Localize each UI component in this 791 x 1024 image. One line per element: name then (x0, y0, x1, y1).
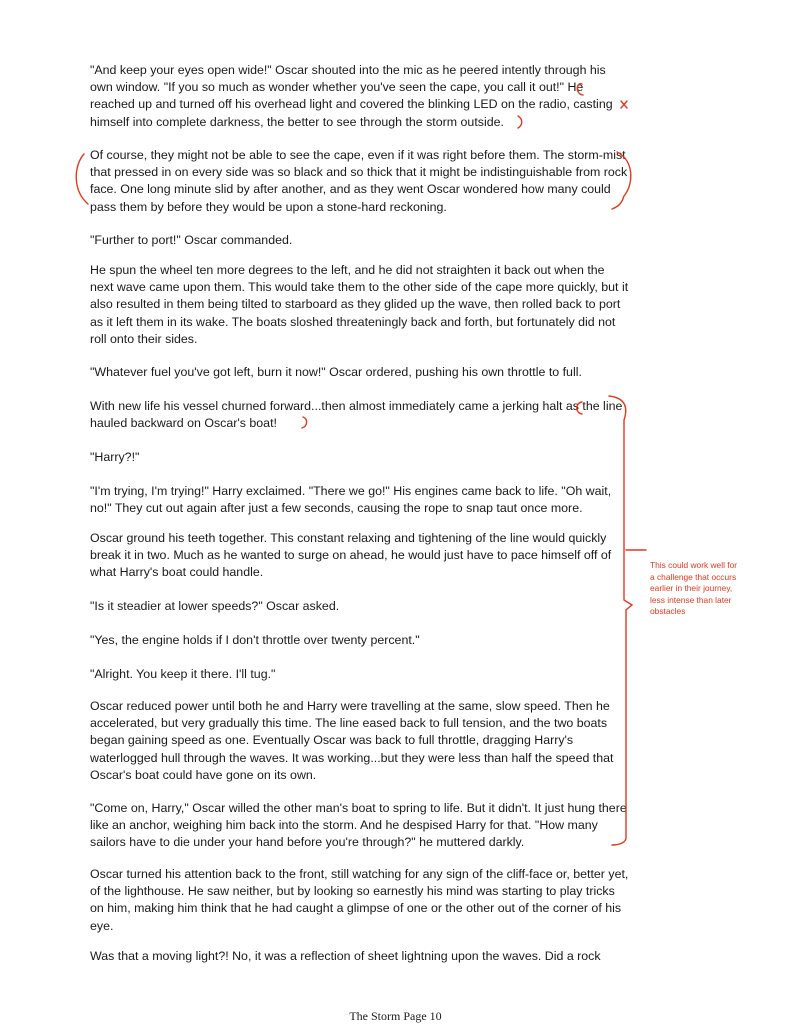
paragraph: Oscar turned his attention back to the front, still watching for any sign of the cliff-face or, better yet, of the lighthouse. He saw neither, but by looking so earnestly his mind was starting to play tricks on him, making him think that he had caught a glimpse of one or the other out of the corner of his eye. (90, 867, 629, 933)
paragraph: "Alright. You keep it there. I'll tug." (90, 667, 276, 681)
page-footer: The Storm Page 10 (349, 1009, 442, 1023)
right-bracket-paragraph (612, 152, 631, 209)
paragraph: "Yes, the engine holds if I don't throttle over twenty percent." (90, 633, 420, 647)
close-mark-2 (302, 417, 307, 428)
paragraph: "Come on, Harry," Oscar willed the other man's boat to spring to life. But it didn't. It just hung there like an anchor, weighing him back into the storm. And he despised Harry for that. "How many sailors have to die under your hand before you're through?" he muttered darkly. (90, 801, 627, 850)
paragraph: "Further to port!" Oscar commanded. (90, 233, 293, 247)
paragraph: Oscar reduced power until both he and Harry were travelling at the same, slow speed. Then he accelerated, but very gradually this time. The line eased back to full tension, and the two boats began gaining speed as one. Eventually Oscar was back to full throttle, dragging Harry's waterlogged hull through the waves. It was working...but they were less than half the speed that Oscar's boat could have gone on its own. (90, 699, 614, 782)
insertion-mark-1 (577, 84, 583, 95)
paragraph: Of course, they might not be able to see the cape, even if it was right before them. The storm-mist that pressed in on every side was so black and so thick that it might be indistinguishable from rock face. One long minute slid by after another, and as they went Oscar wondered how many could pass them by before they would be upon a stone-hard reckoning. (90, 148, 628, 214)
right-brace-long (609, 396, 632, 845)
margin-comment: This could work well for a challenge that occurs earlier in their journey, less intense than later obstacles (650, 560, 738, 617)
paragraph: Was that a moving light?! No, it was a reflection of sheet lightning upon the waves. Did a rock (90, 949, 601, 963)
paragraph: Oscar ground his teeth together. This constant relaxing and tightening of the line would quickly break it in two. Much as he wanted to surge on ahead, he would just have to pace himself off of what Harry's boat could handle. (90, 531, 612, 580)
paragraph: He spun the wheel ten more degrees to the left, and he did not straighten it back out when the next wave came upon them. This would take them to the other side of the cape more quickly, but it also resulted in them being tilted to starboard as they glided up the wave, then rolled back to port as it left them in its wake. The boats sloshed threateningly back and forth, but fortunately did not roll onto their sides. (90, 263, 629, 346)
paragraph: "I'm trying, I'm trying!" Harry exclaimed. "There we go!" His engines came back to life. "Oh wait, no!" They cut out again after just a few seconds, causing the rope to snap taut once more. (90, 484, 612, 516)
left-bracket-paragraph (76, 154, 88, 204)
paragraph: "And keep your eyes open wide!" Oscar shouted into the mic as he peered intently through his own window. "If you so much as wonder whether you've seen the cape, you call it out!" He reached up and turned off his overhead light and covered the blinking LED on the radio, casting himself into complete darkness, the better to see through the storm outside. (90, 63, 613, 129)
paragraph: With new life his vessel churned forward...then almost immediately came a jerking halt as the line hauled backward on Oscar's boat! (90, 399, 623, 431)
paragraph: "Harry?!" (90, 450, 140, 464)
strike-x-mark (621, 101, 627, 108)
paragraph: "Whatever fuel you've got left, burn it now!" Oscar ordered, pushing his own throttle to full. (90, 365, 582, 379)
paragraph: "Is it steadier at lower speeds?" Oscar asked. (90, 599, 340, 613)
close-mark-1 (518, 116, 522, 128)
insertion-mark-2 (577, 402, 582, 414)
